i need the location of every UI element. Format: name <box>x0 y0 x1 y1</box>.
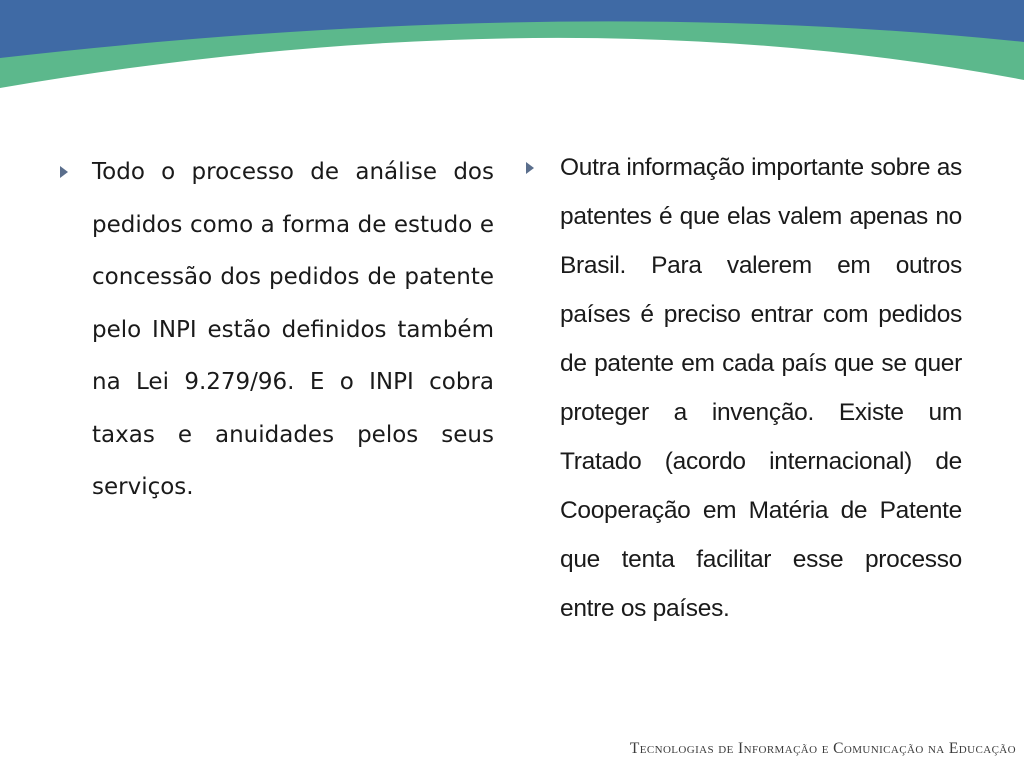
triangle-right-icon <box>526 162 534 174</box>
top-banner-decoration <box>0 0 1024 110</box>
right-bullet-item <box>526 143 962 633</box>
right-paragraph: Outra informação importante sobre as patentes é que elas valem apenas no Brasil. Para valerem em outros países é preciso entrar com pedidos de patente em cada país que se quer proteger a invenção. Existe um Tratado (acordo internacional) de Cooperação em Matéria de Patente que tenta facilitar esse processo entre os países. <box>560 154 962 622</box>
left-paragraph: Todo o processo de análise dos pedidos como a forma de estudo e concessão dos pedidos de patente pelo INPI estão definidos também na Lei 9.279/96. E o INPI cobra taxas e anuidades pelos seus serviços. <box>92 159 494 500</box>
triangle-right-icon <box>60 166 68 178</box>
left-bullet-item <box>60 146 494 514</box>
footer-caption: Tecnologias de Informação e Comunicação na Educação <box>629 740 1016 757</box>
